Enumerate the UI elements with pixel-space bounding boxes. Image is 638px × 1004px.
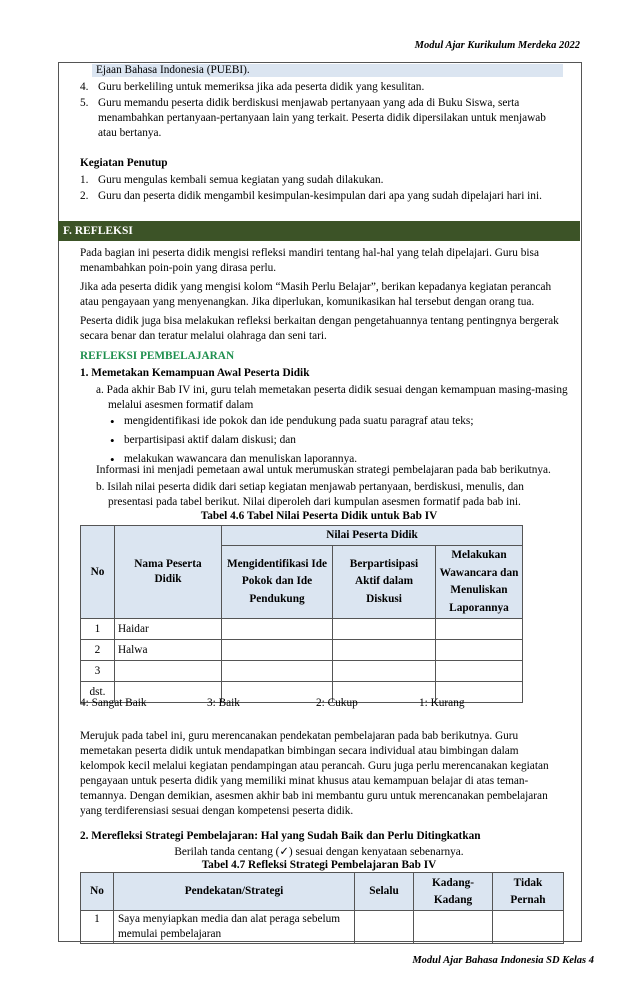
list-item: 2. Guru dan peserta didik mengambil kesimpulan-kesimpulan dari apa yang sudah dipelajari hari ini. xyxy=(80,189,542,202)
col-header: Mengidentifikasi Ide Pokok dan Ide Pendukung xyxy=(222,546,333,619)
subsection-1-title: 1. Memetakan Kemampuan Awal Peserta Didik xyxy=(80,367,310,379)
list-item: 1. Guru mengulas kembali semua kegiatan yang sudah dilakukan. xyxy=(80,174,384,186)
list-item: 5. Guru memandu peserta didik berdiskusi menjawab pertanyaan yang ada di Buku Siswa, serta menambahkan pertanyaan-pertanyaan lain yang terkait. Peserta didik dipersilakan untuk menjawab atau bertanya. xyxy=(80,96,546,139)
refleksi-heading-bar xyxy=(58,221,580,241)
list-item: • berpartisipasi aktif dalam diskusi; dan xyxy=(106,433,562,448)
page-header: Modul Ajar Kurikulum Merdeka 2022 xyxy=(414,40,580,51)
col-header: No xyxy=(81,873,114,911)
scale-item: 1: Kurang xyxy=(419,697,465,709)
page-footer: Modul Ajar Bahasa Indonesia SD Kelas 4 xyxy=(412,955,594,966)
info-text: Informasi ini menjadi pemetaan awal untuk merumuskan strategi pembelajaran pada bab berikutnya. xyxy=(96,464,551,476)
point-a: a. Pada akhir Bab IV ini, guru telah memetakan peserta didik sesuai dengan kemampuan masing-masing melalui asesmen formatif dalam xyxy=(96,384,568,411)
col-header: Tidak Pernah xyxy=(493,873,564,911)
list-item: 4. Guru berkeliling untuk memeriksa jika ada peserta didik yang kesulitan. xyxy=(80,81,425,93)
paragraph: Pada bagian ini peserta didik mengisi refleksi mandiri tentang hal-hal yang telah dipelajari. Guru bisa menambahkan poin-poin yang dirasa perlu. xyxy=(80,247,539,274)
col-name-header: Nama Peserta Didik xyxy=(115,526,222,619)
col-header: Kadang-Kadang xyxy=(414,873,493,911)
closing-paragraph: Merujuk pada tabel ini, guru merencanakan pendekatan pembelajaran pada bab berikutnya. Guru memetakan peserta didik untuk mendapatkan bimbingan secara individual atau bimbingan dalam kelompok kecil melalui kegiatan pendampingan atau perancah. Guru juga perlu merencanakan kegiatan pengayaan untuk peserta didik yang memiliki minat khusus atau kemampuan belajar di atas teman-temannya. Dengan demikian, asesmen akhir bab ini membantu guru untuk merencanakan pembelajaran yang terdiferensiasi sesuai dengan kompetensi peserta didik. xyxy=(80,730,549,817)
activity-list xyxy=(80,80,562,141)
col-header: Pendekatan/Strategi xyxy=(114,873,355,911)
table-row: 3 xyxy=(81,661,523,682)
point-b: b. Isilah nilai peserta didik dari setiap kegiatan menjawab pertanyaan, berdiskusi, menulis, dan presentasi pada tabel berikut. Nilai diperoleh dari kumpulan asesmen formatif pada bab ini. xyxy=(96,481,524,508)
table1-caption: Tabel 4.6 Tabel Nilai Peserta Didik untuk Bab IV xyxy=(200,510,438,522)
paragraph: Jika ada peserta didik yang mengisi kolom “Masih Perlu Belajar”, berikan kepadanya kegiatan perancah atau pengayaan yang menyenangkan. Jika diperlukan, komunikasikan hal tersebut dengan orang tua. xyxy=(80,280,552,308)
table2-caption: Tabel 4.7 Refleksi Strategi Pembelajaran Bab IV xyxy=(201,859,437,871)
score-scale xyxy=(80,696,560,710)
col-header: Berpartisipasi Aktif dalam Diskusi xyxy=(333,546,436,619)
puebi-text: Ejaan Bahasa Indonesia (PUEBI). xyxy=(96,64,250,76)
refleksi-body xyxy=(80,246,564,343)
subsection-2-title: 2. Merefleksi Strategi Pembelajaran: Hal yang Sudah Baik dan Perlu Ditingkatkan xyxy=(80,830,481,842)
group-header: Nilai Peserta Didik xyxy=(222,526,523,546)
refleksi-heading: F. REFLEKSI xyxy=(63,225,133,237)
pembelajaran-title: REFLEKSI PEMBELAJARAN xyxy=(80,350,235,362)
paragraph: Peserta didik juga bisa melakukan refleksi berkaitan dengan pengetahuannya tentang pentingnya bergerak secara benar dan teratur melalui olahraga dan seni tari. xyxy=(80,314,559,342)
table-row: 2 Halwa xyxy=(81,640,523,661)
scale-item: 4: Sangat Baik xyxy=(80,697,147,709)
penutup-list xyxy=(80,173,570,204)
strategy-table xyxy=(80,872,564,944)
penutup-title: Kegiatan Penutup xyxy=(80,157,168,169)
col-header: Melakukan Wawancara dan Menuliskan Laporannya xyxy=(436,546,523,619)
scale-item: 3: Baik xyxy=(207,697,240,709)
list-item: • mengidentifikasi ide pokok dan ide pendukung pada suatu paragraf atau teks; xyxy=(106,414,562,429)
col-no-header: No xyxy=(81,526,115,619)
col-header: Selalu xyxy=(355,873,414,911)
table-row: 1 Haidar xyxy=(81,619,523,640)
scale-item: 2: Cukup xyxy=(316,697,358,709)
score-table xyxy=(80,525,523,703)
instruction: Berilah tanda centang (✓) sesuai dengan kenyataan sebenarnya. xyxy=(174,846,464,858)
list-item: • melakukan wawancara dan menuliskan laporannya. xyxy=(106,452,562,467)
table-row: 1 Saya menyiapkan media dan alat peraga sebelum memulai pembelajaran xyxy=(81,911,564,944)
table-row: dst. xyxy=(81,682,523,703)
